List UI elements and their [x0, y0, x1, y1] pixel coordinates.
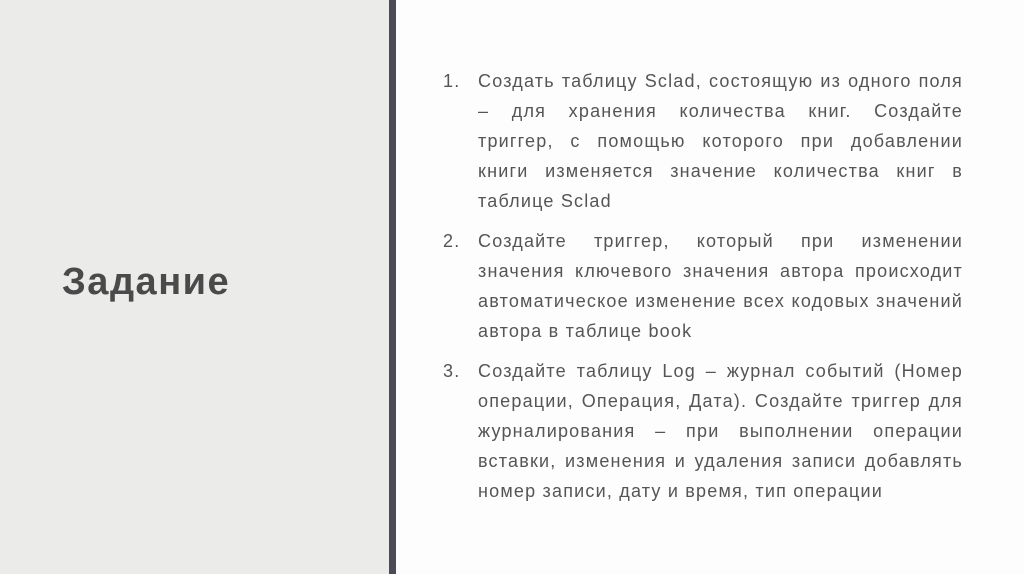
title-panel [0, 0, 389, 574]
task-text: Создайте таблицу Log – журнал событий (Номер операции, Операция, Дата). Создайте триггер для журналирования – при выполнении операции вставки, изменения и удаления записи добавлять номер записи, дату и время, тип операции [478, 361, 963, 501]
task-number: 1. [443, 71, 461, 91]
task-text: Создайте триггер, который при изменении значения ключевого значения автора происходит автоматическое изменение всех кодовых значений автора в таблице book [478, 231, 963, 341]
task-text: Создать таблицу Sclad, состоящую из одного поля – для хранения количества книг. Создайте триггер, с помощью которого при добавлении книги изменяется значение количества книг в таблице Sclad [478, 71, 963, 211]
task-list [443, 66, 963, 516]
task-number: 3. [443, 361, 461, 381]
list-item [443, 226, 963, 346]
list-item [443, 66, 963, 216]
task-number: 2. [443, 231, 461, 251]
vertical-divider [389, 0, 396, 574]
list-item [443, 356, 963, 506]
slide-title: Задание [62, 261, 231, 303]
